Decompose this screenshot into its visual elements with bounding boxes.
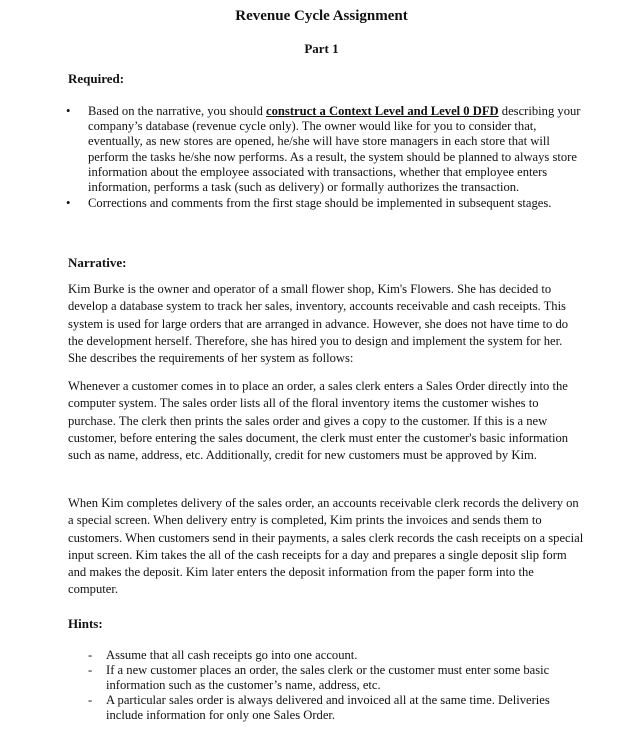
required-bullet-2: [62, 196, 582, 211]
hint-item: [84, 693, 579, 723]
hint-text: Assume that all cash receipts go into one account.: [106, 648, 358, 662]
narrative-heading: Narrative:: [68, 255, 127, 270]
bullet-1-emphasis: construct a Context Level and Level 0 DFD: [266, 104, 499, 118]
required-heading: Required:: [68, 71, 125, 86]
part-heading: Part 1: [304, 41, 339, 56]
hint-text: If a new customer places an order, the sales clerk or the customer must enter some basic information such as the customer’s name, address, etc.: [106, 663, 550, 693]
bullet-1-text-before: Based on the narrative, you should: [88, 104, 267, 118]
narrative-paragraph-1: Kim Burke is the owner and operator of a small flower shop, Kim's Flowers. She has decided to develop a database system to track her sales, inventory, accounts receivable and cash receipts. This system is used for large orders that are arranged in advance. However, she does not have time to do the development herself. Therefore, she has hired you to design and implement the system for her. She describes the requirements of her system as follows:: [68, 282, 569, 366]
bullet-icon: •: [66, 104, 71, 118]
narrative-paragraph-2: Whenever a customer comes in to place an order, a sales clerk enters a Sales Order directly into the computer system. The sales order lists all of the floral inventory items the customer wishes to purchase. The clerk then prints the sales order and gives a copy to the customer. If this is a new customer, before entering the sales document, the clerk must enter the customer's basic information such as name, address, etc. Additionally, credit for new customers must be approved by Kim.: [68, 379, 569, 463]
hints-list: [84, 648, 579, 723]
narrative-paragraph-3: When Kim completes delivery of the sales order, an accounts receivable clerk records the delivery on a special screen. When delivery entry is completed, Kim prints the invoices and sends them to customers. When customers send in their payments, a sales clerk records the cash receipts on a special input screen. Kim takes the all of the cash receipts for a day and prepares a single deposit slip form and makes the deposit. Kim later enters the deposit information from the paper form into the computer.: [68, 496, 584, 597]
hint-item: [84, 648, 579, 663]
bullet-2-text: Corrections and comments from the first stage should be implemented in subsequent stages.: [88, 196, 552, 211]
hint-item: [84, 663, 579, 693]
document-title: Revenue Cycle Assignment: [235, 8, 408, 24]
required-bullet-1: [62, 104, 582, 195]
required-list: [62, 104, 582, 212]
hint-text: A particular sales order is always delivered and invoiced all at the same time. Deliveries include information for only one Sales Order.: [106, 693, 550, 723]
hints-heading: Hints:: [68, 616, 103, 631]
dash-icon: -: [88, 648, 93, 662]
bullet-1-text-after: describing your company’s database (revenue cycle only). The owner would like for you to consider that, eventually, as new stores are opened, he/she will have store managers in each store that will perform the tasks he/she now performs. As a result, the system should be planned to always store information about the employee associated with transactions, whether that employee enters information, performs a task (such as delivery) or formally authorizes the transaction.: [88, 104, 581, 195]
dash-icon: -: [88, 693, 93, 708]
bullet-icon: •: [66, 196, 71, 211]
dash-icon: -: [88, 663, 93, 678]
